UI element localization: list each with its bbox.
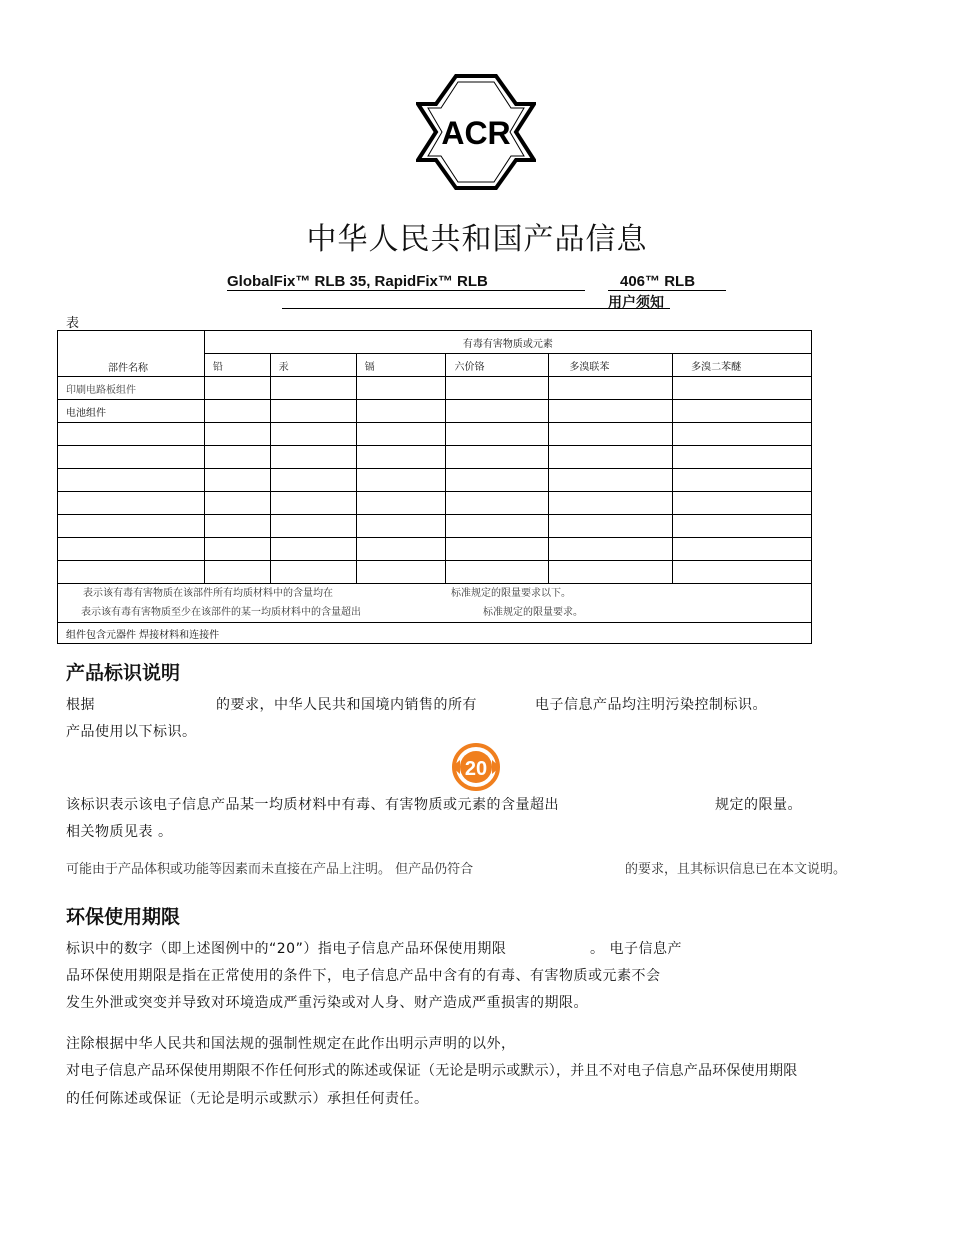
marking-text-1b: 的要求，中华人民共和国境内销售的所有 (216, 697, 477, 713)
substance-cell (270, 400, 356, 423)
substance-header: 铅 (204, 354, 270, 377)
table-row (58, 377, 812, 400)
efup-text-3: 发生外泄或突变并导致对环境造成严重污染或对人身、财产造成严重损害的期限。 (66, 995, 588, 1011)
efup-text-4: 注除根据中华人民共和国法规的强制性规定在此作出明示声明的以外， (66, 1036, 516, 1052)
substance-cell (446, 446, 549, 469)
part-name-cell (58, 515, 205, 538)
substance-cell (204, 538, 270, 561)
substance-cell (673, 423, 812, 446)
substance-cell (549, 423, 673, 446)
note2-text: 表示该有毒有害物质至少在该部件的某一均质材料中的含量超出 (81, 607, 361, 618)
substance-cell (549, 492, 673, 515)
table-body (58, 377, 812, 584)
table-row (58, 492, 812, 515)
marking-text-1d: 产品使用以下标识。 (66, 724, 197, 740)
part-name-cell (58, 561, 205, 584)
efup-text-6: 的任何陈述或保证（无论是明示或默示）承担任何责任。 (66, 1091, 429, 1107)
substance-cell (356, 469, 446, 492)
substance-cell (549, 400, 673, 423)
marking-text-1c: 电子信息产品均注明污染控制标识。 (535, 697, 767, 713)
note1-text-end: 标准规定的限量要求以下。 (451, 588, 571, 599)
table-row (58, 446, 812, 469)
table-row (58, 561, 812, 584)
substance-cell (356, 515, 446, 538)
substance-cell (356, 377, 446, 400)
part-name-cell (58, 538, 205, 561)
table-notes (58, 584, 812, 623)
substance-cell (204, 561, 270, 584)
substance-cell (270, 423, 356, 446)
marking-text-3b: 的要求，且其标识信息已在本文说明。 (625, 862, 847, 877)
substance-cell (446, 469, 549, 492)
substance-cell (356, 446, 446, 469)
marking-text-2c: 相关物质见表 。 (66, 824, 173, 840)
substance-cell (446, 423, 549, 446)
substance-cell (270, 377, 356, 400)
substance-cell (446, 561, 549, 584)
part-name-cell: 电池组件 (58, 400, 205, 423)
substance-cell (673, 492, 812, 515)
efup-text-1a: 标识中的数字（即上述图例中的“20”）指电子信息产品环保使用期限 (66, 941, 507, 957)
section-heading-marking: 产品标识说明 (66, 662, 181, 684)
substance-cell (549, 377, 673, 400)
substance-cell (446, 492, 549, 515)
marking-text-1a: 根据 (66, 697, 95, 713)
section-heading-efup: 环保使用期限 (66, 906, 181, 928)
substance-cell (673, 446, 812, 469)
table-row (58, 538, 812, 561)
substance-cell (673, 561, 812, 584)
part-name-cell (58, 446, 205, 469)
substance-cell (204, 377, 270, 400)
substance-header: 六价铬 (446, 354, 549, 377)
substance-cell (204, 400, 270, 423)
substance-cell (356, 538, 446, 561)
substance-cell (204, 446, 270, 469)
substance-cell (673, 469, 812, 492)
part-name-header: 部件名称 (58, 331, 205, 377)
product-line: GlobalFix™ RLB 35, RapidFix™ RLB (227, 273, 488, 290)
product-model: 406™ RLB (620, 273, 696, 290)
substance-cell (446, 538, 549, 561)
substance-cell (270, 561, 356, 584)
efup-text-1b: 。 电子信息产 (590, 941, 682, 957)
product-model-underline (608, 290, 726, 291)
substance-cell (446, 515, 549, 538)
substance-cell (446, 400, 549, 423)
acr-logo (416, 74, 536, 190)
page-title: 中华人民共和国产品信息 (306, 222, 648, 257)
substance-cell (356, 492, 446, 515)
hazard-substance-table (57, 330, 812, 644)
substance-cell (549, 515, 673, 538)
substance-cell (204, 492, 270, 515)
substance-header: 多溴二苯醚 (673, 354, 812, 377)
substance-cell (549, 446, 673, 469)
substance-cell (204, 515, 270, 538)
substance-cell (270, 446, 356, 469)
table-row (58, 469, 812, 492)
substance-cell (270, 515, 356, 538)
substance-cell (673, 538, 812, 561)
substance-cell (673, 377, 812, 400)
substance-cell (270, 492, 356, 515)
substance-cell (204, 423, 270, 446)
part-name-cell (58, 469, 205, 492)
note2-text-end: 标准规定的限量要求。 (483, 607, 583, 618)
substance-header: 镉 (356, 354, 446, 377)
substance-cell (446, 377, 549, 400)
part-name-cell (58, 423, 205, 446)
part-name-cell: 印刷电路板组件 (58, 377, 205, 400)
marking-text-2b: 规定的限量。 (715, 797, 802, 813)
table-row (58, 423, 812, 446)
efup-text-2: 品环保使用期限是指在正常使用的条件下，电子信息产品中含有的有毒、有害物质或元素不会 (66, 968, 661, 984)
substance-cell (673, 400, 812, 423)
substance-cell (270, 538, 356, 561)
table-row (58, 515, 812, 538)
substance-cell (549, 538, 673, 561)
substance-cell (270, 469, 356, 492)
substance-header: 汞 (270, 354, 356, 377)
marking-text-2a: 该标识表示该电子信息产品某一均质材料中有毒、有害物质或元素的含量超出 (66, 797, 559, 813)
substance-cell (549, 561, 673, 584)
substance-cell (549, 469, 673, 492)
product-underline (227, 290, 585, 291)
substance-cell (356, 423, 446, 446)
marking-text-3a: 可能由于产品体积或功能等因素而未直接在产品上注明。 但产品仍符合 (66, 862, 474, 877)
logo-text: ACR (441, 115, 511, 151)
note1-text: 表示该有毒有害物质在该部件所有均质材料中的含量均在 (83, 588, 333, 599)
efup-text-5: 对电子信息产品环保使用期限不作任何形式的陈述或保证（无论是明示或默示），并且不对电子信息产品环保使用期限 (66, 1063, 798, 1079)
substance-cell (356, 400, 446, 423)
substance-cell (673, 515, 812, 538)
substance-header: 多溴联苯 (549, 354, 673, 377)
substance-group-header: 有毒有害物质或元素 (204, 331, 811, 354)
substance-cell (356, 561, 446, 584)
epup-20-icon (450, 742, 502, 792)
table-row (58, 400, 812, 423)
table-label: 表 (66, 316, 80, 331)
epup-number: 20 (464, 758, 488, 780)
substance-cell (204, 469, 270, 492)
table-footer: 组件包含元器件 焊接材料和连接件 (58, 623, 812, 644)
user-notice-label: 用户须知 (608, 295, 664, 311)
part-name-cell (58, 492, 205, 515)
